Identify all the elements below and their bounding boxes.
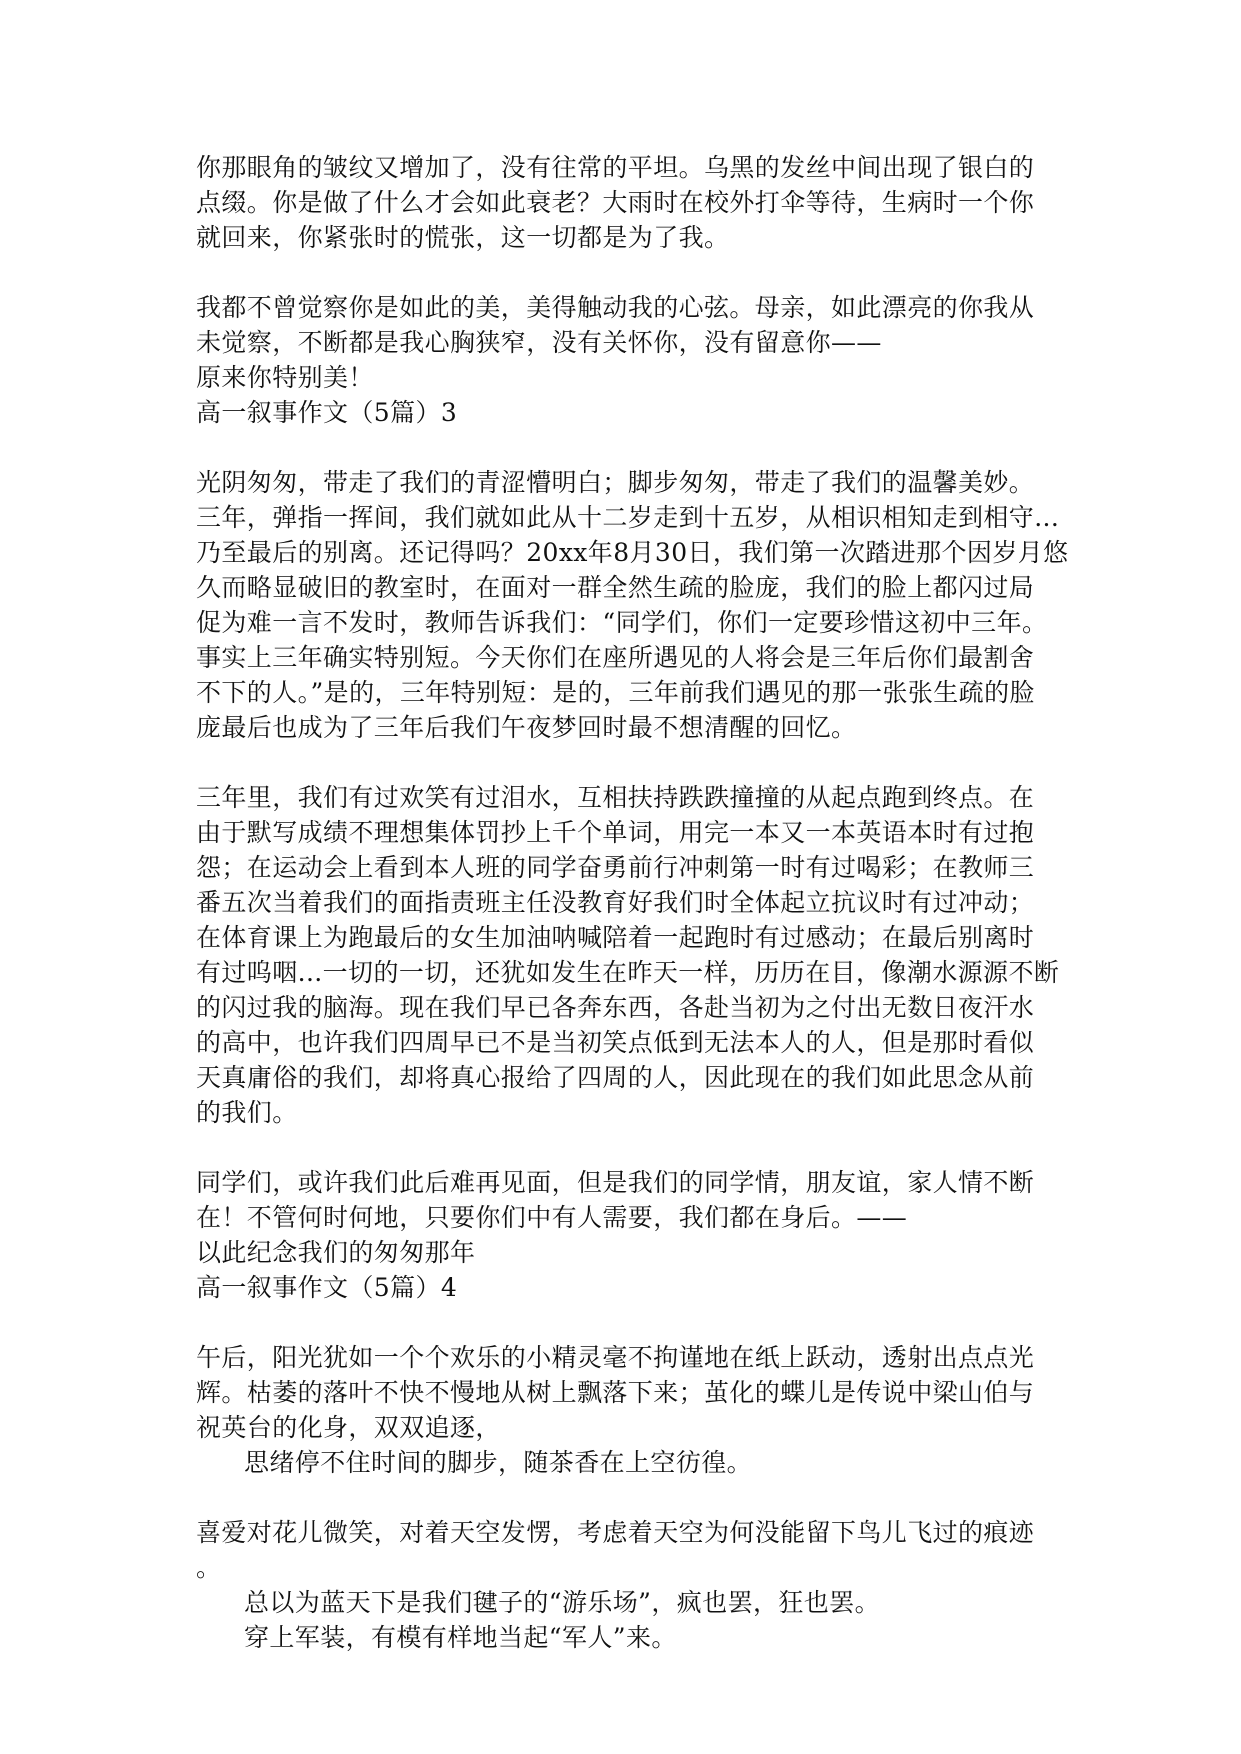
text-line: 光阴匆匆，带走了我们的青涩懵明白；脚步匆匆，带走了我们的温馨美妙。	[196, 468, 1035, 497]
text-line: 在！不管何时何地，只要你们中有人需要，我们都在身后。——	[196, 1203, 908, 1232]
paragraph-6	[196, 1340, 1056, 1480]
paragraph-4	[196, 780, 1060, 1130]
text-line: 久而略显破旧的教室时，在面对一群全然生疏的脸庞，我们的脸上都闪过局	[196, 573, 1035, 602]
text-line: 促为难一言不发时，教师告诉我们：“同学们，你们一定要珍惜这初中三年。	[196, 608, 1048, 637]
text-line: 由于默写成绩不理想集体罚抄上千个单词，用完一本又一本英语本时有过抱	[196, 818, 1035, 847]
document-body	[196, 150, 1069, 1655]
text-line: 以此纪念我们的匆匆那年	[196, 1238, 476, 1267]
paragraph-gap	[196, 1130, 1056, 1165]
paragraph-gap	[196, 1480, 1056, 1515]
text-line-indented: 穿上军装，有模有样地当起“军人”来。	[244, 1623, 677, 1652]
paragraph-1	[196, 150, 1056, 255]
text-line: 辉。枯萎的落叶不快不慢地从树上飘落下来；茧化的蝶儿是传说中梁山伯与	[196, 1378, 1035, 1407]
text-line: 三年，弹指一挥间，我们就如此从十二岁走到十五岁，从相识相知走到相守...	[196, 503, 1060, 532]
text-line: 未觉察，不断都是我心胸狭窄，没有关怀你，没有留意你——	[196, 328, 882, 357]
text-line: 点缀。你是做了什么才会如此衰老？大雨时在校外打伞等待，生病时一个你	[196, 188, 1035, 217]
text-line: 的我们。	[196, 1098, 298, 1127]
text-line: 你那眼角的皱纹又增加了，没有往常的平坦。乌黑的发丝中间出现了银白的	[196, 153, 1035, 182]
paragraph-gap	[196, 745, 1056, 780]
section-heading-4: 高一叙事作文（5篇）4	[196, 1273, 458, 1302]
text-line: 就回来，你紧张时的慌张，这一切都是为了我。	[196, 223, 730, 252]
text-line: 天真庸俗的我们，却将真心报给了四周的人，因此现在的我们如此思念从前	[196, 1063, 1035, 1092]
paragraph-3	[196, 465, 1069, 745]
text-line: 祝英台的化身，双双追逐，	[196, 1413, 501, 1442]
text-line: 的闪过我的脑海。现在我们早已各奔东西，各赴当初为之付出无数日夜汗水	[196, 993, 1035, 1022]
text-line: 怨；在运动会上看到本人班的同学奋勇前行冲刺第一时有过喝彩；在教师三	[196, 853, 1035, 882]
text-line: 的高中，也许我们四周早已不是当初笑点低到无法本人的人，但是那时看似	[196, 1028, 1035, 1057]
text-line: 有过呜咽...一切的一切，还犹如发生在昨天一样，历历在目，像潮水源源不断	[196, 958, 1060, 987]
paragraph-2	[196, 290, 1056, 395]
text-line-indented: 思绪停不住时间的脚步，随茶香在上空彷徨。	[244, 1448, 753, 1477]
text-line: 庞最后也成为了三年后我们午夜梦回时最不想清醒的回忆。	[196, 713, 857, 742]
text-line-indented: 总以为蓝天下是我们毽子的“游乐场”，疯也罢，狂也罢。	[244, 1588, 880, 1617]
paragraph-gap	[196, 1305, 1056, 1340]
text-line: 我都不曾觉察你是如此的美，美得触动我的心弦。母亲，如此漂亮的你我从	[196, 293, 1035, 322]
text-line: 番五次当着我们的面指责班主任没教育好我们时全体起立抗议时有过冲动；	[196, 888, 1035, 917]
text-line: 不下的人。”是的，三年特别短：是的，三年前我们遇见的那一张张生疏的脸	[196, 678, 1035, 707]
text-line: 。	[196, 1553, 222, 1582]
paragraph-gap	[196, 255, 1056, 290]
paragraph-gap	[196, 430, 1056, 465]
text-line: 三年里，我们有过欢笑有过泪水，互相扶持跌跌撞撞的从起点跑到终点。在	[196, 783, 1035, 812]
text-line: 原来你特别美！	[196, 363, 374, 392]
section-heading-3: 高一叙事作文（5篇）3	[196, 398, 458, 427]
paragraph-5	[196, 1165, 1056, 1270]
text-line: 同学们，或许我们此后难再见面，但是我们的同学情，朋友谊，家人情不断	[196, 1168, 1035, 1197]
text-line: 午后，阳光犹如一个个欢乐的小精灵毫不拘谨地在纸上跃动，透射出点点光	[196, 1343, 1035, 1372]
text-line: 喜爱对花儿微笑，对着天空发愣，考虑着天空为何没能留下鸟儿飞过的痕迹	[196, 1518, 1035, 1547]
text-line: 在体育课上为跑最后的女生加油呐喊陪着一起跑时有过感动；在最后别离时	[196, 923, 1035, 952]
text-line: 事实上三年确实特别短。今天你们在座所遇见的人将会是三年后你们最割舍	[196, 643, 1035, 672]
text-line: 乃至最后的别离。还记得吗？20xx年8月30日，我们第一次踏进那个因岁月悠	[196, 538, 1069, 567]
paragraph-7	[196, 1515, 1056, 1655]
